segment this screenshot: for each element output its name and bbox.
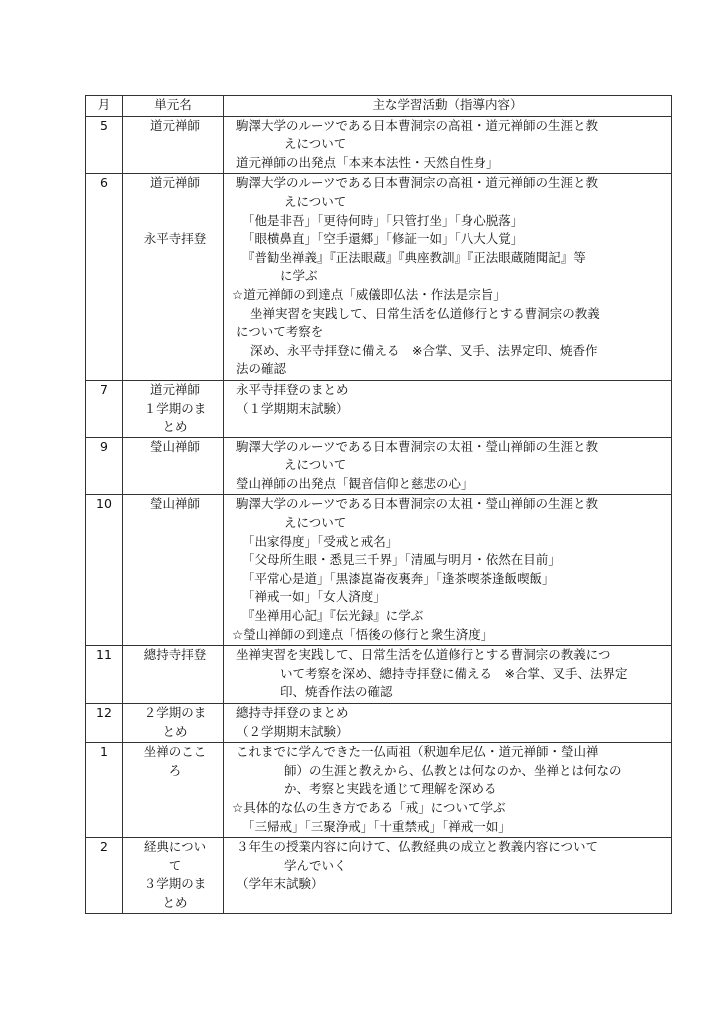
unit-name-line: 経典につい — [143, 839, 207, 855]
table-row — [86, 174, 672, 381]
unit-cell — [123, 495, 224, 646]
curriculum-table — [85, 95, 672, 914]
month-cell: 7 — [86, 380, 123, 437]
month-cell: 12 — [86, 704, 123, 743]
table-row — [86, 704, 672, 743]
unit-cell — [123, 116, 224, 174]
activity-line: 駒澤大学のルーツである日本曹洞宗の高祖・道元禅師の生涯と教 — [236, 175, 599, 191]
month-cell: 10 — [86, 495, 123, 646]
unit-name-line: 總持寺拝登 — [143, 647, 207, 663]
activity-line: 『坐禅用心記』『伝光録』に学ぶ — [242, 608, 424, 624]
unit-name-line: ２学期のま — [143, 705, 207, 720]
table-body — [86, 116, 672, 913]
table-row — [86, 495, 672, 646]
activity-line: 「眼横鼻直」「空手還郷」「修証一如」「八大人覚」 — [242, 231, 524, 247]
unit-name-line: ３学期のま — [143, 876, 207, 892]
activity-cell — [224, 174, 672, 381]
unit-name-line: とめ — [162, 894, 188, 910]
activity-line: 駒澤大学のルーツである日本曹洞宗の高祖・道元禅師の生涯と教 — [236, 117, 599, 133]
activity-line: 「出家得度」「受戒と戒名」 — [242, 533, 399, 549]
table-row — [86, 437, 672, 495]
unit-name-line: ろ — [168, 762, 182, 778]
activity-line: えについて — [284, 515, 347, 531]
unit-name-line: とめ — [162, 723, 188, 739]
table-row — [86, 646, 672, 704]
activity-line: （学年末試験） — [236, 876, 324, 892]
activity-cell — [224, 437, 672, 495]
unit-cell — [123, 743, 224, 838]
unit-cell — [123, 646, 224, 704]
activity-line: （１学期期末試験） — [236, 400, 349, 416]
activity-line: えについて — [284, 457, 347, 473]
activity-line: 師）の生涯と教えから、仏教とは何なのか、坐禅とは何なの — [284, 762, 622, 778]
unit-cell — [123, 838, 224, 913]
activity-line: ☆瑩山禅師の到達点「悟後の修行と衆生済度」 — [232, 626, 494, 642]
header-activity: 主な学習活動（指導内容） — [224, 96, 672, 117]
table-row — [86, 743, 672, 838]
table-row — [86, 838, 672, 913]
header-month: 月 — [86, 96, 123, 117]
unit-name-line: 坐禅のここ — [143, 744, 207, 760]
activity-cell — [224, 743, 672, 838]
activity-line: 坐禅実習を実践して、日常生活を仏道修行とする曹洞宗の教義 — [250, 305, 600, 321]
activity-line: 「禅戒一如」「女人済度」 — [242, 589, 386, 605]
unit-name-line: 瑩山禅師 — [149, 438, 200, 454]
activity-line: 学んでいく — [284, 857, 347, 873]
unit-name-line: て — [168, 857, 182, 873]
activity-line: か、考察と実践を通じて理解を深める — [284, 781, 497, 797]
unit-cell — [123, 174, 224, 381]
activity-line: 深め、永平寺拝登に備える ※合掌、叉手、法界定印、焼香作 — [250, 342, 598, 358]
month-cell: 11 — [86, 646, 123, 704]
activity-line: 「父母所生眼・悉見三千界」「清風与明月・依然在目前」 — [242, 552, 561, 568]
activity-line: について考察を — [236, 324, 324, 340]
month-cell: 6 — [86, 174, 123, 381]
unit-cell — [123, 704, 224, 743]
activity-line: に学ぶ — [280, 268, 318, 284]
activity-line: 永平寺拝登のまとめ — [236, 381, 349, 397]
activity-line: 法の確認 — [236, 361, 287, 377]
unit-spacer — [135, 193, 215, 230]
activity-line: いて考察を深め、總持寺拝登に備える ※合掌、叉手、法界定 — [280, 665, 628, 681]
activity-line: 駒澤大学のルーツである日本曹洞宗の太祖・瑩山禅師の生涯と教 — [236, 438, 599, 454]
activity-cell — [224, 116, 672, 174]
month-cell: 1 — [86, 743, 123, 838]
month-cell: 5 — [86, 116, 123, 174]
table-header-row — [86, 96, 672, 117]
unit-cell — [123, 437, 224, 495]
activity-line: えについて — [284, 136, 347, 152]
table-row — [86, 380, 672, 437]
activity-line: 坐禅実習を実践して、日常生活を仏道修行とする曹洞宗の教義につ — [236, 647, 611, 663]
activity-line: ☆具体的な仏の生き方である「戒」について学ぶ — [232, 799, 506, 815]
activity-line: 「三帰戒」「三聚浄戒」「十重禁戒」「禅戒一如」 — [242, 818, 511, 834]
activity-line: これまでに学んできた一仏両祖（釈迦牟尼仏・道元禅師・瑩山禅 — [236, 744, 599, 760]
unit-name-line: 道元禅師 — [149, 381, 200, 397]
activity-line: 『普勧坐禅義』『正法眼蔵』『典座教訓』『正法眼蔵随聞記』等 — [242, 249, 586, 265]
unit-name-line: 道元禅師 — [149, 117, 200, 133]
activity-line: ３年生の授業内容に向けて、仏教経典の成立と教義内容について — [236, 839, 599, 855]
activity-line: 道元禅師の出発点「本来本法性・天然自性身」 — [236, 154, 499, 170]
activity-line: 駒澤大学のルーツである日本曹洞宗の太祖・瑩山禅師の生涯と教 — [236, 496, 599, 512]
activity-cell — [224, 380, 672, 437]
unit-name-line: 瑩山禅師 — [149, 496, 200, 512]
unit-cell — [123, 380, 224, 437]
activity-line: （２学期期末試験） — [236, 723, 349, 739]
unit-name-line: 永平寺拝登 — [143, 230, 207, 246]
unit-name-line: とめ — [162, 419, 188, 435]
activity-cell — [224, 646, 672, 704]
header-unit: 単元名 — [123, 96, 224, 117]
activity-line: 總持寺拝登のまとめ — [236, 705, 349, 720]
activity-line: えについて — [284, 193, 347, 209]
unit-name-line: 道元禅師 — [149, 175, 200, 191]
activity-cell — [224, 495, 672, 646]
activity-cell — [224, 704, 672, 743]
table-row — [86, 116, 672, 174]
activity-line: ☆道元禅師の到達点「威儀即仏法・作法是宗旨」 — [232, 286, 506, 302]
month-cell: 2 — [86, 838, 123, 913]
activity-line: 「平常心是道」「黒漆崑崙夜裏奔」「逢茶喫茶逢飯喫飯」 — [242, 570, 555, 586]
activity-line: 瑩山禅師の出発点「観音信仰と慈悲の心」 — [236, 475, 474, 491]
unit-name-line: １学期のま — [143, 400, 207, 416]
activity-line: 印、焼香作法の確認 — [280, 684, 393, 700]
month-cell: 9 — [86, 437, 123, 495]
activity-cell — [224, 838, 672, 913]
activity-line: 「他是非吾」「更待何時」「只管打坐」「身心脱落」 — [242, 212, 524, 228]
